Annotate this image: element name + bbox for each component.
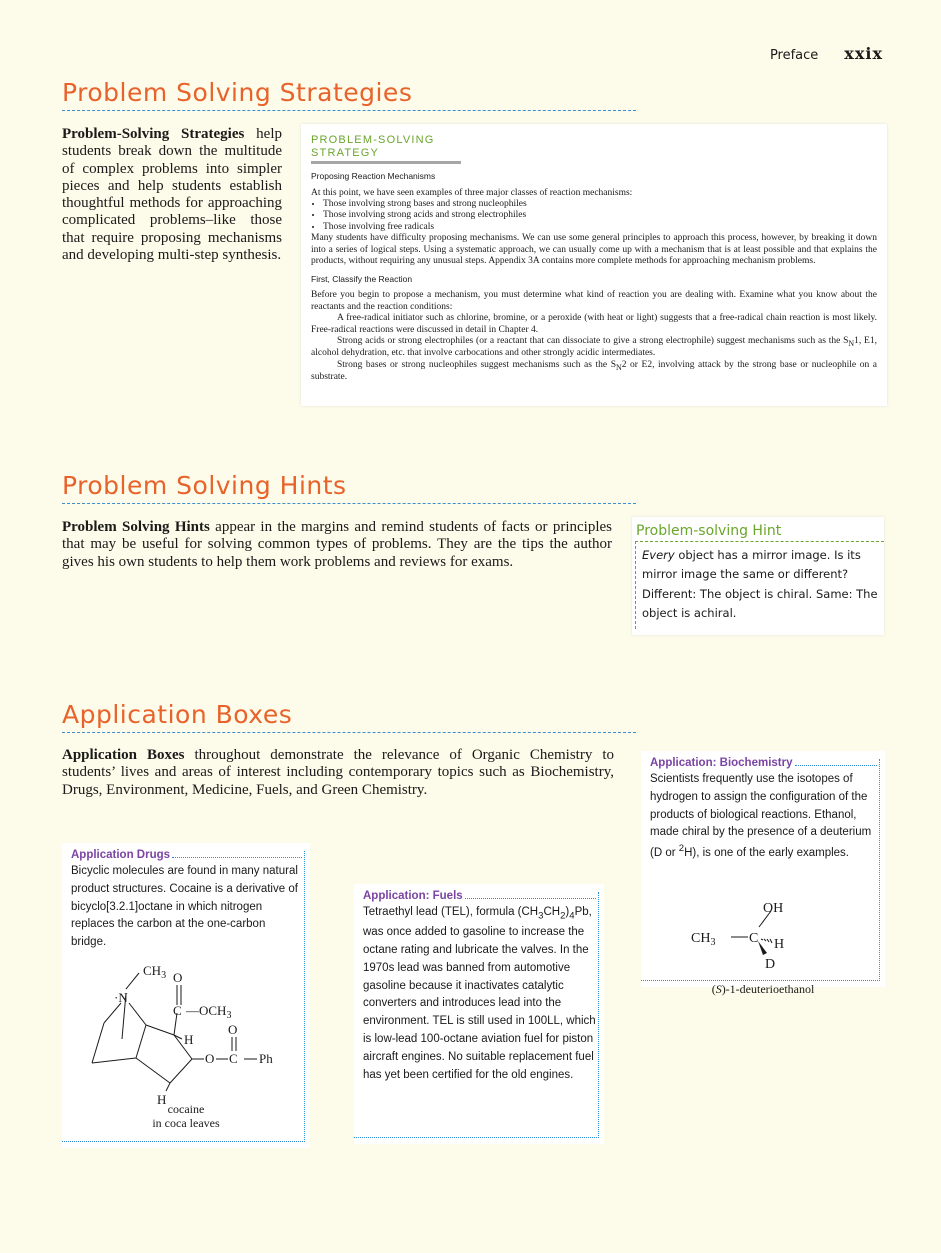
strategy-para xyxy=(311,336,877,360)
atom-label: D xyxy=(765,957,776,972)
atom-label: C xyxy=(229,1051,238,1066)
section-rule xyxy=(62,503,636,504)
text-run: Pb, was once added to gasoline to increase the octane rating and lubricate the valves. In the 1970s lead was banned from automotive gasoline because it inactivates catalytic converters and introduces lead into the environment. TEL is still used in 100LL, which is low-lead 100-octane aviation fuel for piston aircraft engines. No suitable replacement fuel has yet been certified for the old engines. xyxy=(363,906,596,1081)
section-title-applications: Application Boxes xyxy=(62,700,293,729)
application-box-biochemistry xyxy=(641,751,885,996)
hint-text: object has a mirror image. Is its mirror image the same or different? Different: The object is chiral. Same: The object is achiral. xyxy=(642,548,878,620)
bond xyxy=(146,1025,174,1035)
strategy-intro: At this point, we have seen examples of three major classes of reaction mechanisms: xyxy=(311,187,633,198)
strategy-bullets xyxy=(311,199,877,233)
strategy-bullet: • Those involving strong acids and strong electrophiles xyxy=(323,210,877,221)
bond xyxy=(136,1058,170,1083)
app-title-text: Application: Biochemistry xyxy=(650,757,793,769)
hints-lead-text: appear in the margins and remind students of facts or principles that may be useful for solving common types of problems. They are the tips the author gives his own students to help them work problems and reviews for exams. xyxy=(62,519,612,570)
deuterioethanol-caption xyxy=(641,982,885,996)
cocaine-caption xyxy=(62,1102,310,1131)
atom-subscript: 3 xyxy=(161,970,167,981)
caption-line: cocaine xyxy=(167,1102,205,1116)
text-run: 1, E1, alcohol dehydration, etc. that involve carbocations and other strongly acidic intermediates. xyxy=(311,336,877,359)
hint-em: Every xyxy=(642,548,675,562)
bond xyxy=(166,1083,170,1091)
running-head xyxy=(770,44,883,64)
atom-label: C xyxy=(749,931,759,946)
strategy-bullet: • Those involving strong bases and strong nucleophiles xyxy=(323,199,877,210)
text-run: ( xyxy=(711,982,716,996)
atom-subscript: 3 xyxy=(226,1010,232,1021)
strategy-box xyxy=(301,124,887,406)
text-run: )-1-deuterioethanol xyxy=(721,982,815,996)
text-run: H), is one of the early examples. xyxy=(684,847,849,860)
section-rule xyxy=(62,732,636,733)
text-run: S xyxy=(715,982,722,996)
section-title-strategies: Problem Solving Strategies xyxy=(62,78,413,107)
applications-intro xyxy=(62,747,614,799)
subscript: 4 xyxy=(569,910,575,922)
application-box-fuels xyxy=(354,884,604,1144)
wedge-bond xyxy=(758,941,767,955)
atom-label: ·N xyxy=(114,990,128,1005)
strategy-heading: First, Classify the Reaction xyxy=(311,274,413,285)
running-head-label: Preface xyxy=(769,48,819,63)
atom-label: O xyxy=(173,970,183,985)
svg-text:CH3 xyxy=(143,963,166,981)
application-box-drugs xyxy=(62,843,310,1148)
subscript: N xyxy=(616,362,622,372)
cocaine-structure xyxy=(74,963,302,1111)
app-title-text: Application Drugs xyxy=(71,849,171,861)
box-frame xyxy=(354,892,599,1138)
subscript: N xyxy=(848,338,855,348)
app-title-text: Application: Fuels xyxy=(363,890,463,902)
bond xyxy=(764,939,766,941)
page-number: xxix xyxy=(844,44,883,63)
atom-label: CH xyxy=(143,963,162,978)
atom-label: H xyxy=(157,1092,167,1107)
text-run: Tetraethyl lead (TEL), formula (CH xyxy=(363,906,539,918)
atom-label: CH xyxy=(691,931,711,946)
text-run: Strong bases or strong nucleophiles suggest mechanisms such as the S xyxy=(337,359,617,370)
strategies-lead-bold: Problem-Solving Strategies xyxy=(62,126,245,142)
strategy-subtitle: Proposing Reaction Mechanisms xyxy=(311,171,436,182)
bond xyxy=(92,1058,136,1063)
bond xyxy=(770,939,772,943)
strategy-para xyxy=(311,360,877,384)
hints-intro xyxy=(62,519,612,571)
section-title-hints: Problem Solving Hints xyxy=(62,471,347,500)
bond xyxy=(767,939,769,942)
text-run: CH xyxy=(543,906,561,918)
hint-body xyxy=(635,541,884,629)
atom-label: Ph xyxy=(259,1051,273,1066)
hints-lead-bold: Problem Solving Hints xyxy=(62,519,210,535)
svg-text:CH3 xyxy=(691,931,715,948)
atom-label: —OCH xyxy=(186,1003,227,1018)
bond xyxy=(136,1025,146,1058)
strategy-para: Before you begin to propose a mechanism, you must determine what kind of reaction you are dealing with. Examine what you know about the reactants and the reaction conditions: xyxy=(311,290,877,312)
bond xyxy=(129,1003,146,1025)
strategies-lead-text: help students break down the multitude of complex problems into simpler pieces and help students establish thoughtful methods for approaching complicated problems–like those that require proposing mechanisms and developing multi-step synthesis. xyxy=(62,126,282,263)
strategies-intro xyxy=(62,126,282,264)
caption-line: in coca leaves xyxy=(152,1116,220,1131)
text-run: 2 or E2, involving attack by the strong base or nucleophile on a substrate. xyxy=(311,359,877,383)
atom-subscript: 3 xyxy=(710,937,716,948)
hint-box xyxy=(632,517,884,635)
atom-label: C xyxy=(173,1003,182,1018)
subscript: 2 xyxy=(560,910,566,922)
text-run: Scientists frequently use the isotopes of hydrogen to assign the configuration of the products of biological reactions. Ethanol, made chiral by the presence of a deuterium (D or xyxy=(650,773,872,860)
atom-label: H xyxy=(184,1032,194,1047)
section-rule xyxy=(62,110,636,111)
strategy-bullet: • Those involving free radicals xyxy=(323,222,877,233)
applications-lead-text: throughout demonstrate the relevance of Organic Chemistry to students’ lives and areas of interest including contemporary topics such as Biochemistry, Drugs, Environment, Medicine, Fuels, and Green Chemistry. xyxy=(62,747,614,798)
bond xyxy=(126,973,139,989)
atom-label: O xyxy=(205,1051,215,1066)
text-run: ) xyxy=(565,906,570,918)
bond xyxy=(761,939,763,940)
strategy-banner: PROBLEM-SOLVING STRATEGY xyxy=(311,134,461,164)
strategy-para: Many students have difficulty proposing mechanisms. We can use some general principles to approach this process, however, by breaking it down into a series of logical steps. Using a systematic approach, we can usually come up with a mechanism that is at least possible and that explains the products, without requiring any unusual steps. Appendix 3A contains more complete methods for approaching mechanism problems. xyxy=(311,233,877,266)
subscript: 3 xyxy=(538,910,544,922)
atom-label: N xyxy=(118,990,128,1005)
bond xyxy=(170,1059,192,1083)
text-run: Strong acids or strong electrophiles (or a reactant that can dissociate to give a strong electrophile) suggest mechanisms such as the S xyxy=(337,336,849,347)
hint-title: Problem-solving Hint xyxy=(636,523,782,539)
svg-text:—OCH3 xyxy=(185,1003,231,1021)
atom-label: H xyxy=(774,937,785,952)
app-drugs-text: Bicyclic molecules are found in many natural product structures. Cocaine is a derivative of bicyclo[3.2.1]octane in which nitrogen replaces the carbon at the one-carbon bridge. xyxy=(71,865,298,949)
bond xyxy=(104,1003,121,1023)
applications-lead-bold: Application Boxes xyxy=(62,747,185,763)
strategy-para: A free-radical initiator such as chlorine, bromine, or a peroxide (with heat or light) suggests that a free-radical chain reaction is most likely. Free-radical reactions were discussed in detail in Chapter 4. xyxy=(311,313,877,335)
superscript: 2 xyxy=(678,843,685,855)
bond xyxy=(92,1023,104,1063)
atom-label: OH xyxy=(763,901,784,916)
atom-label: O xyxy=(228,1022,238,1037)
deuterioethanol-structure xyxy=(671,895,871,975)
